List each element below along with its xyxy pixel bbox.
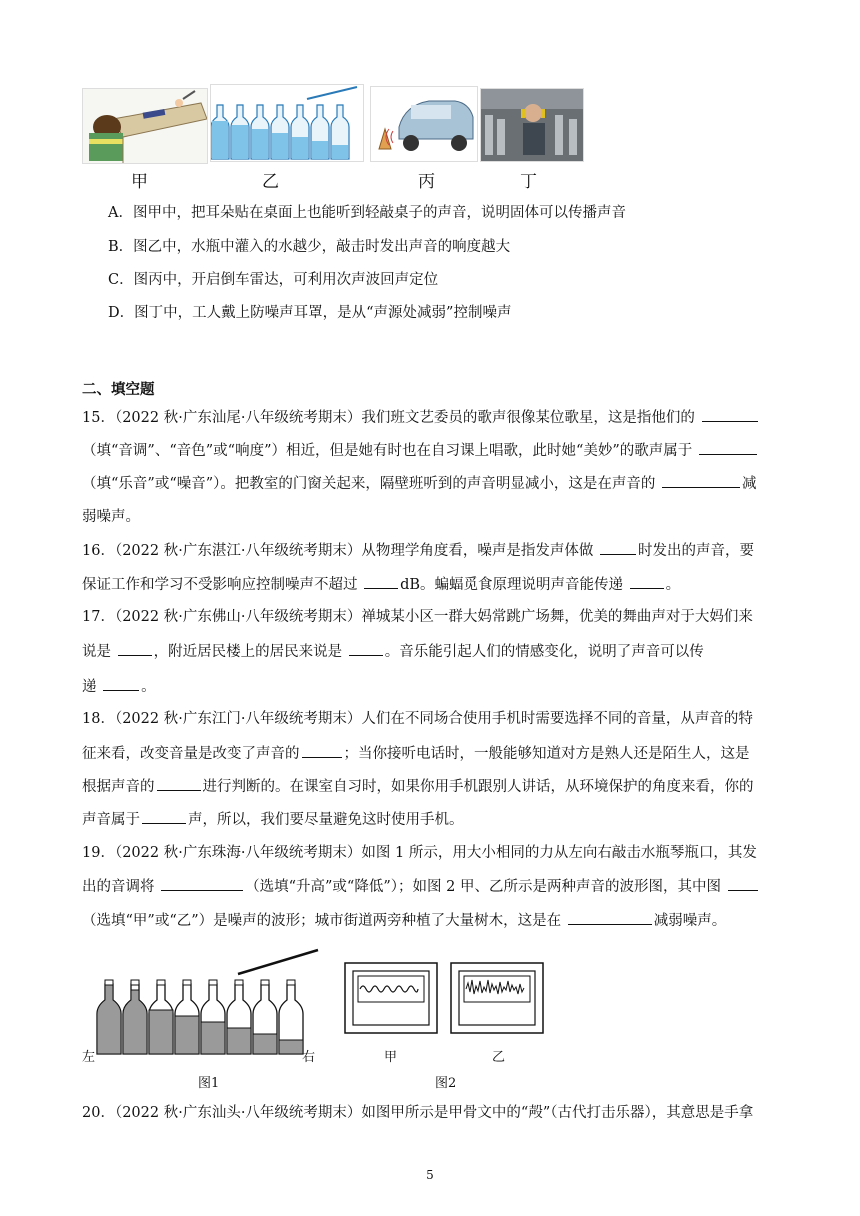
q18-blank-2[interactable] (157, 776, 201, 791)
q18-line-3: 根据声音的 进行判断的。在课室自习时，如果你用手机跟别人讲话，从环境保护的角度来看，你的 (82, 776, 754, 797)
q18-blank-1[interactable] (302, 743, 342, 758)
q15-blank-3[interactable] (662, 473, 740, 488)
q19-blank-3[interactable] (568, 910, 652, 925)
q16-line-1: 16．（2022 秋·广东湛江·八年级统考期末）从物理学角度看，噪声是指发声体做 时发出的声音，要 (82, 540, 754, 561)
q19-line-3: （选填“甲”或“乙”）是噪声的波形；城市街道两旁种植了大量树木，这是在 减弱噪声。 (82, 910, 726, 931)
q17-line-3: 递 。 (82, 676, 156, 697)
q15-line-4: 弱噪声。 (82, 509, 140, 525)
q18-blank-3[interactable] (142, 809, 186, 824)
q18-line-1: 18．（2022 秋·广东江门·八年级统考期末）人们在不同场合使用手机时需要选择不同的音量，从声音的特 (82, 711, 753, 727)
figure2-yi-label: 乙 (492, 1050, 506, 1065)
q15-line-2: （填“音调”、“音色”或“响度”）相近，但是她有时也在自习课上唱歌，此时她“美妙”的歌声属于 (82, 440, 759, 461)
figure1-caption: 图1 (198, 1076, 220, 1091)
caption-jia: 甲 (131, 172, 148, 192)
figure2-jia-label: 甲 (384, 1050, 398, 1065)
q20-line-1: 20．（2022 秋·广东汕头·八年级统考期末）如图甲所示是甲骨文中的“殸”（古代打击乐器），其意思是手拿 (82, 1105, 754, 1121)
q17-blank-1[interactable] (118, 641, 152, 656)
section-title: 二、填空题 (82, 382, 155, 398)
caption-ding: 丁 (520, 172, 537, 192)
q17-line-2: 说是 ，附近居民楼上的居民来说是 。音乐能引起人们的情感变化，说明了声音可以传 (82, 641, 704, 662)
q15-blank-1[interactable] (702, 407, 758, 422)
q19-blank-1[interactable] (161, 876, 243, 891)
option-b: B．图乙中，水瓶中灌入的水越少，敲击时发出声音的响度越大 (108, 239, 511, 255)
q19-line-1: 19．（2022 秋·广东珠海·八年级统考期末）如图 1 所示，用大小相同的力从左向右敲击水瓶琴瓶口，其发 (82, 845, 757, 861)
figure1-bottles (96, 948, 320, 1058)
figure-yi-image (210, 84, 364, 162)
figure-ding-image (480, 88, 584, 162)
option-c: C．图丙中，开启倒车雷达，可利用次声波回声定位 (108, 272, 439, 288)
option-d: D．图丁中，工人戴上防噪声耳罩，是从“声源处减弱”控制噪声 (108, 305, 512, 321)
q18-line-4: 声音属于 声，所以，我们要尽量避免这时使用手机。 (82, 809, 464, 830)
caption-bing: 丙 (418, 172, 435, 192)
figure2-caption: 图2 (435, 1076, 457, 1091)
q19-line-2: 出的音调将 （选填“升高”或“降低”）；如图 2 甲、乙所示是两种声音的波形图，其中图 (82, 876, 760, 897)
q15-blank-2[interactable] (699, 440, 757, 455)
figure1-right-label: 右 (302, 1050, 316, 1065)
q16-line-2: 保证工作和学习不受影响应控制噪声不超过 dB。蝙蝠觅食原理说明声音能传递 。 (82, 574, 680, 595)
q17-line-1: 17．（2022 秋·广东佛山·八年级统考期末）禅城某小区一群大妈常跳广场舞，优美的舞曲声对于大妈们来 (82, 609, 753, 625)
figure-jia-image (82, 88, 208, 164)
q19-blank-2[interactable] (728, 876, 758, 891)
q15-line-3: （填“乐音”或“噪音”）。把教室的门窗关起来，隔壁班听到的声音明显减小，这是在声音的 减 (82, 473, 757, 494)
q17-blank-3[interactable] (103, 676, 139, 691)
figure2-waveforms (344, 962, 544, 1034)
figure-bing-image (370, 86, 478, 162)
q17-blank-2[interactable] (349, 641, 383, 656)
q16-blank-3[interactable] (630, 574, 664, 589)
q16-blank-1[interactable] (600, 540, 636, 555)
page-number: 5 (426, 1168, 434, 1182)
q16-blank-2[interactable] (364, 574, 398, 589)
q15-line-1: 15．（2022 秋·广东汕尾·八年级统考期末）我们班文艺委员的歌声很像某位歌星，这是指他们的 (82, 407, 760, 428)
option-a: A．图甲中，把耳朵贴在桌面上也能听到轻敲桌子的声音，说明固体可以传播声音 (108, 205, 626, 221)
figure1-left-label: 左 (82, 1050, 96, 1065)
caption-yi: 乙 (262, 172, 279, 192)
q18-line-2: 征来看，改变音量是改变了声音的 ；当你接听电话时，一般能够知道对方是熟人还是陌生人，这是 (82, 743, 750, 764)
